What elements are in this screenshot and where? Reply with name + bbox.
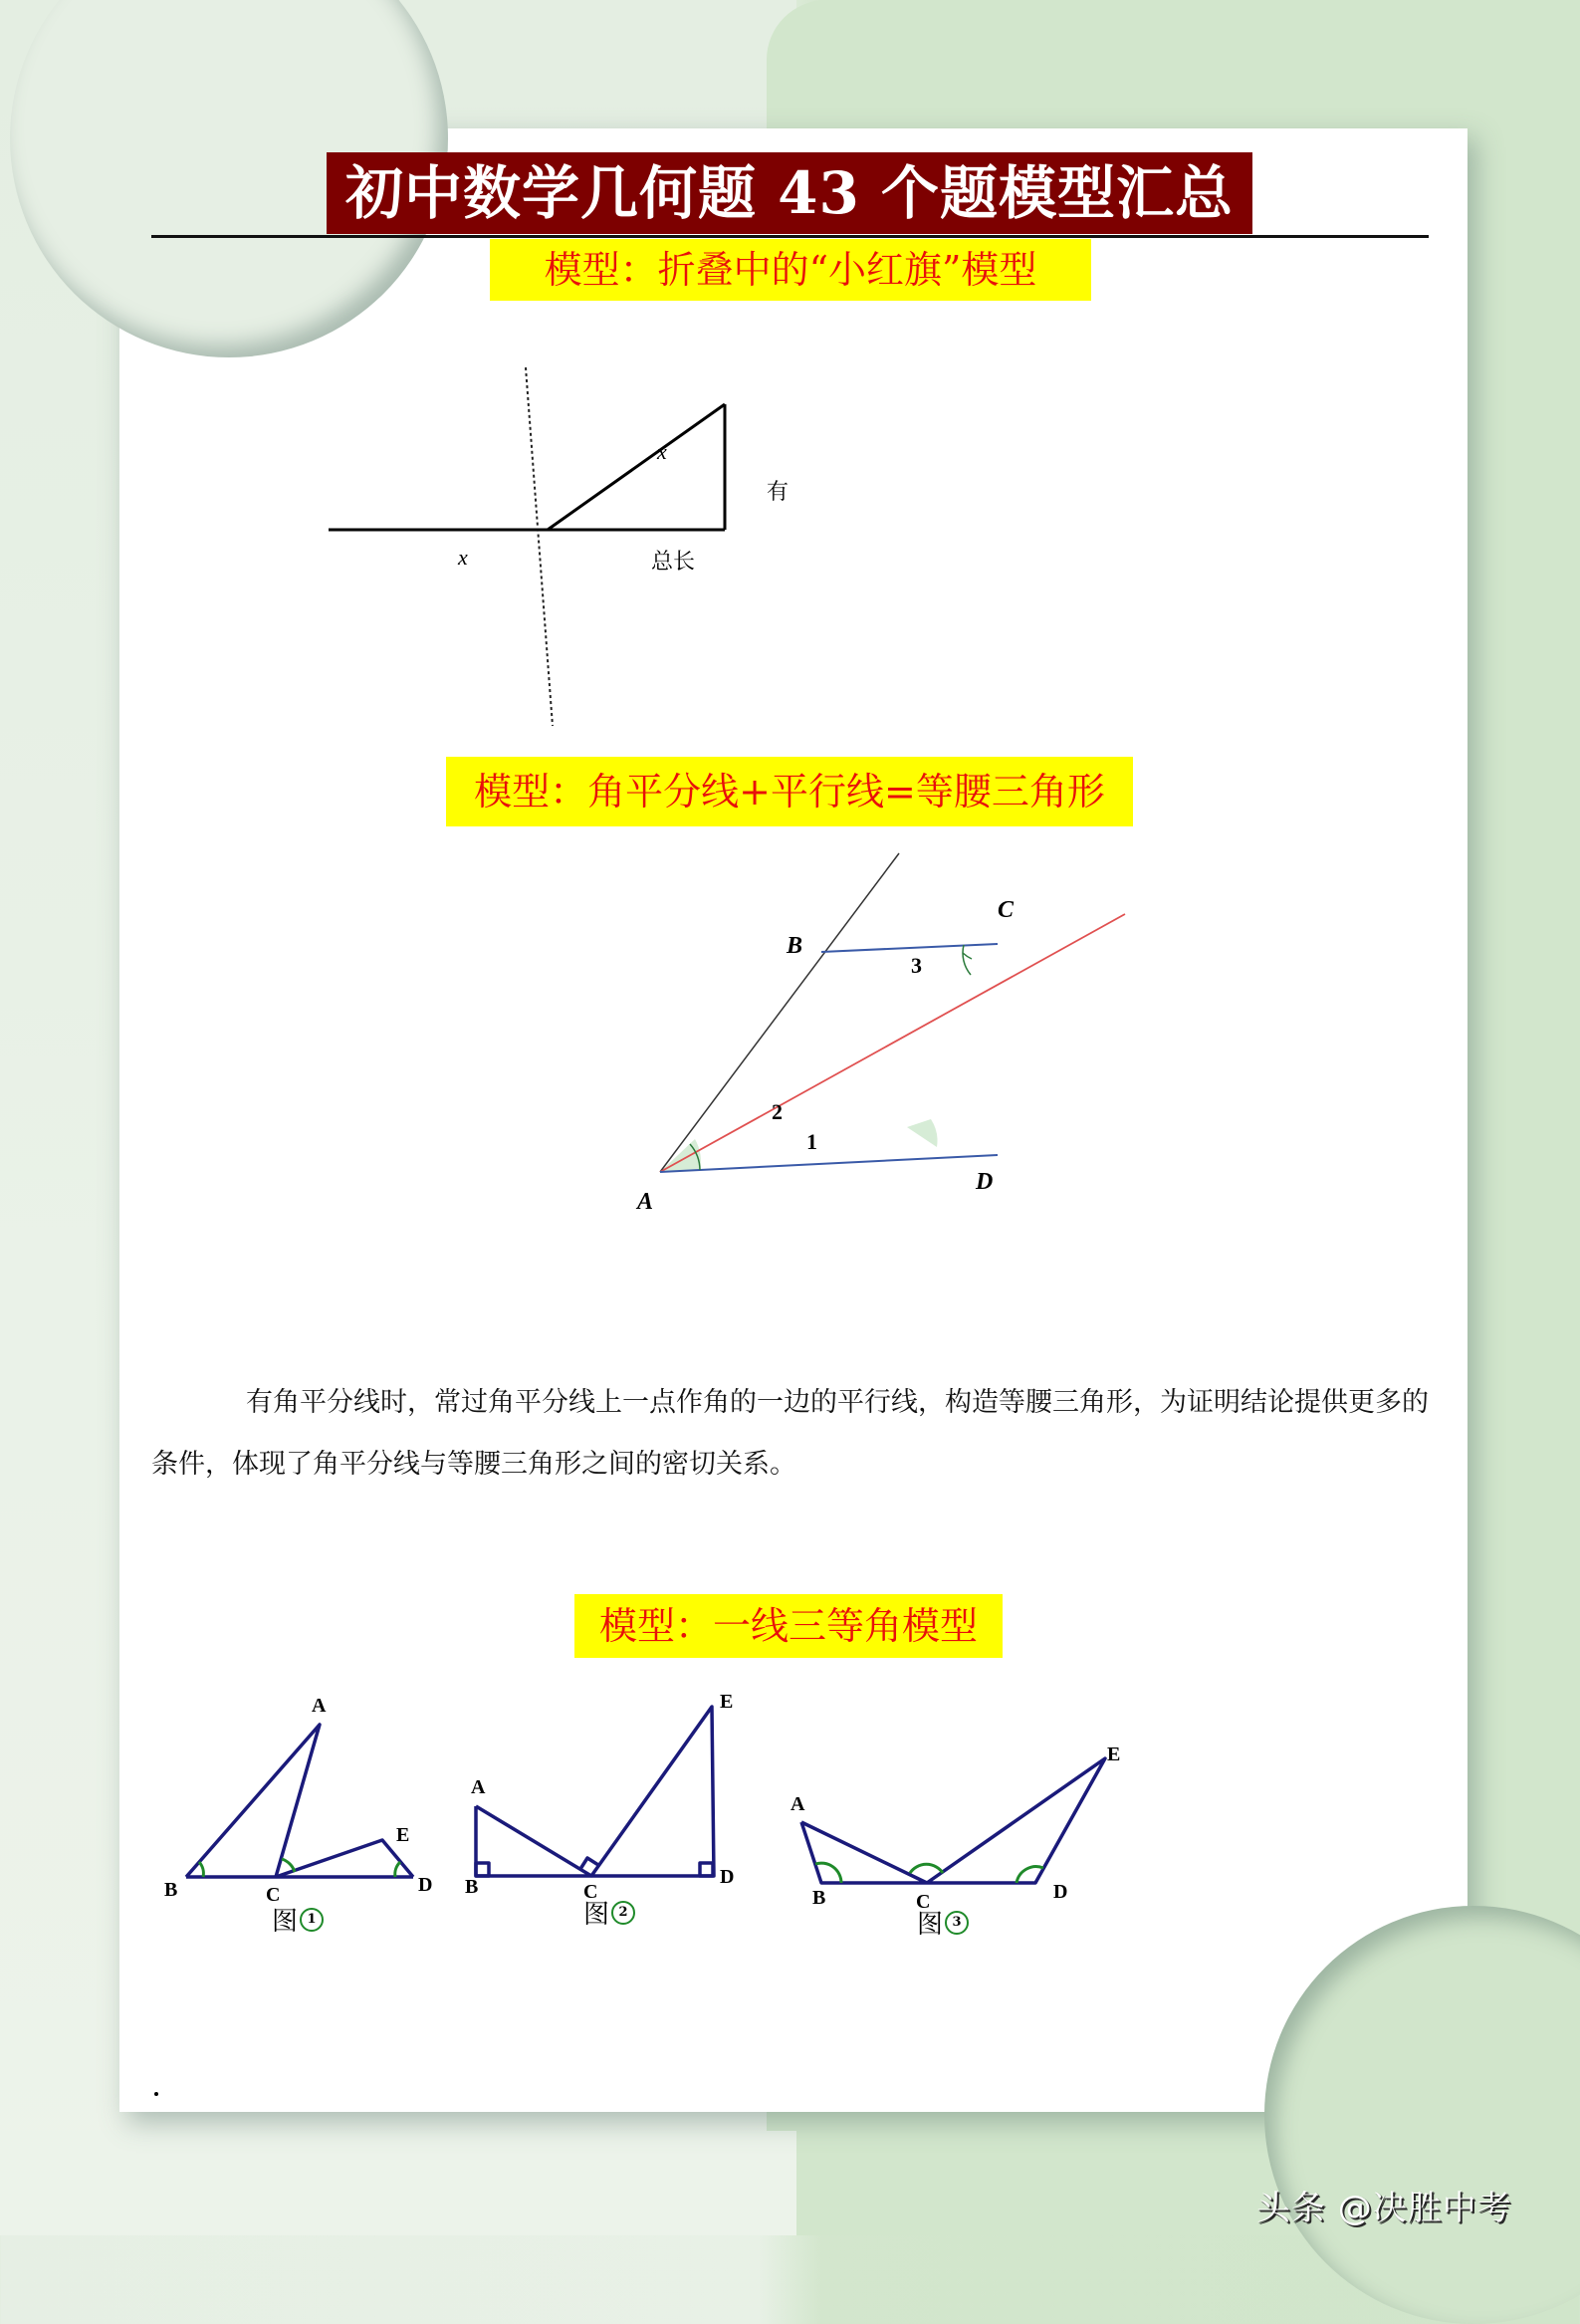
figure-caption <box>583 1894 635 1931</box>
caption-number-circle: 2 <box>611 1901 635 1925</box>
point-label-b: B <box>812 1887 826 1909</box>
point-label-a: A <box>790 1793 805 1815</box>
figure-one-line-3 <box>777 1722 1155 1940</box>
label-right-side: 有 <box>767 480 790 505</box>
point-label-c: C <box>266 1884 281 1906</box>
document-page <box>119 128 1467 2112</box>
figure-caption <box>272 1901 324 1938</box>
caption-text: 图 <box>583 1900 610 1930</box>
point-label-d: D <box>1053 1881 1068 1903</box>
title-divider <box>151 235 1429 238</box>
angle-label-3: 3 <box>911 953 922 978</box>
point-label-b: B <box>787 933 803 959</box>
point-label-d: D <box>720 1866 735 1888</box>
background-bottom <box>0 2131 796 2235</box>
bisector-explanation: 有角平分线时，常过角平分线上一点作角的一边的平行线，构造等腰三角形，为证明结论提供更多的条件，体现了角平分线与等腰三角形之间的密切关系。 <box>151 1387 1429 1480</box>
angle-label-1: 1 <box>806 1129 817 1154</box>
point-label-a: A <box>471 1776 486 1798</box>
page-title: 初中数学几何题 43 个题模型汇总 <box>327 152 1252 234</box>
point-label-e: E <box>1107 1743 1121 1765</box>
figure-bisector-parallel <box>637 897 1105 1254</box>
fold-line <box>526 367 553 726</box>
point-label-b: B <box>164 1879 178 1901</box>
point-label-c: C <box>583 1881 598 1903</box>
section-heading-folding-flag: 模型：折叠中的“小红旗”模型 <box>490 239 1091 301</box>
figure-folding-flag <box>319 367 816 726</box>
point-label-d: D <box>418 1874 433 1896</box>
point-label-e: E <box>720 1691 734 1713</box>
point-label-a: A <box>637 1189 654 1215</box>
caption-number-circle: 3 <box>945 1911 969 1935</box>
label-left-base-x: x <box>458 545 468 570</box>
point-label-c: C <box>916 1891 931 1913</box>
label-hyp-x: x <box>657 439 667 464</box>
figure-one-line-2 <box>453 1677 752 1930</box>
figure-caption <box>917 1904 969 1941</box>
point-label-e: E <box>396 1824 410 1846</box>
section-heading-bisector-parallel: 模型：角平分线+平行线=等腰三角形 <box>446 757 1133 826</box>
section-heading-one-line-three-angles: 模型：一线三等角模型 <box>574 1594 1003 1658</box>
point-label-b: B <box>465 1876 479 1898</box>
stray-dot <box>154 2092 158 2096</box>
point-label-a: A <box>312 1695 327 1717</box>
caption-text: 图 <box>272 1907 299 1937</box>
caption-number-circle: 1 <box>300 1908 324 1932</box>
angle-label-2: 2 <box>772 1099 783 1124</box>
point-label-d: D <box>976 1169 994 1195</box>
label-right-base: 总长 <box>651 550 696 575</box>
watermark: 头条 @决胜中考 <box>1256 2189 1512 2228</box>
caption-text: 图 <box>917 1910 944 1940</box>
point-label-c: C <box>998 897 1015 923</box>
figure-one-line-1 <box>149 1687 448 1937</box>
